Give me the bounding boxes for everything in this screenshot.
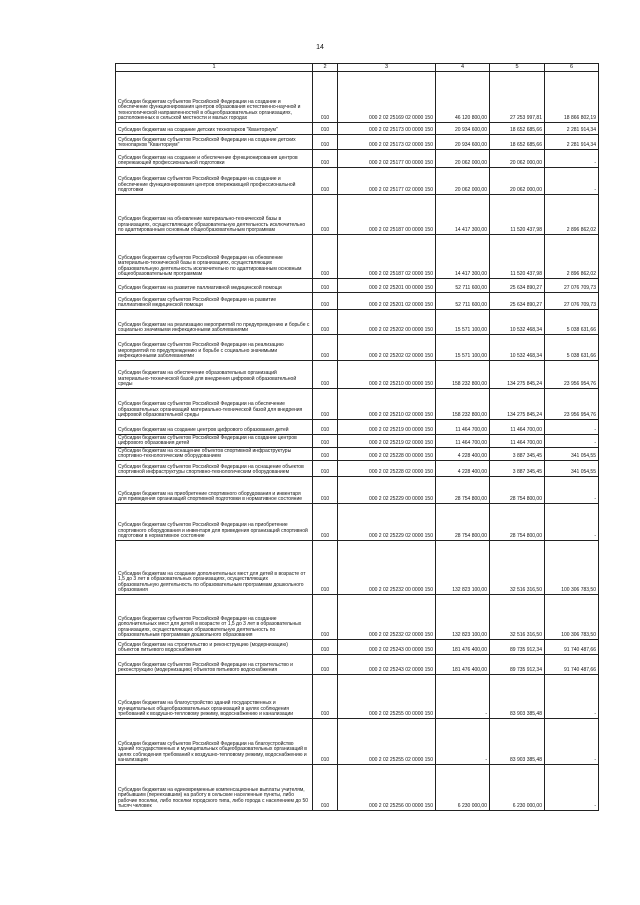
row-kbk: 000 2 02 25229 00 0000 150 <box>338 477 436 504</box>
row-kbk: 000 2 02 25173 00 0000 150 <box>338 123 436 135</box>
row-plan-value: 181 476 400,00 <box>436 655 490 675</box>
row-kbk: 000 2 02 25228 02 0000 150 <box>338 461 436 477</box>
row-diff-value: 2 281 914,34 <box>545 123 599 135</box>
row-fact-value: 10 532 468,34 <box>490 335 545 361</box>
row-code: 010 <box>313 389 338 420</box>
row-name: Субсидии бюджетам субъектов Российской Федерации на создание дополнительных мест для детей в возрасте от 1,5 до 3 лет в образовательных организациях, осуществляющих образовательную деятельность по образовательным программам дошкольного образования <box>116 595 313 640</box>
row-code: 010 <box>313 123 338 135</box>
table-row <box>116 675 599 719</box>
row-plan-value: 14 417 300,00 <box>436 235 490 279</box>
table-row <box>116 235 599 279</box>
row-name: Субсидии бюджетам на реализацию мероприятий по предупреждению и борьбе с социально значимыми инфекционными заболеваниями <box>116 310 313 335</box>
page-number: 14 <box>316 44 324 51</box>
row-fact-value: 3 887 345,45 <box>490 461 545 477</box>
row-fact-value: 25 634 890,27 <box>490 293 545 310</box>
row-code: 010 <box>313 361 338 389</box>
row-diff-value: 23 956 954,76 <box>545 361 599 389</box>
row-code: 010 <box>313 461 338 477</box>
row-name: Субсидии бюджетам на благоустройство зданий государственных и муниципальных общеобразовательных организаций в целях соблюдения требований к воздушно-тепловому режиму, водоснабжению и канализации <box>116 675 313 719</box>
row-plan-value: 4 228 400,00 <box>436 461 490 477</box>
row-fact-value: 27 253 997,81 <box>490 72 545 123</box>
table-row <box>116 504 599 541</box>
table-row <box>116 435 599 448</box>
row-diff-value: 100 306 783,50 <box>545 541 599 595</box>
row-diff-value: - <box>545 168 599 195</box>
row-code: 010 <box>313 719 338 765</box>
table-row <box>116 765 599 811</box>
row-diff-value: - <box>545 435 599 448</box>
row-kbk: 000 2 02 25256 00 0000 150 <box>338 765 436 811</box>
row-code: 010 <box>313 435 338 448</box>
row-kbk: 000 2 02 25219 00 0000 150 <box>338 420 436 435</box>
row-diff-value: 27 076 709,73 <box>545 279 599 293</box>
budget-table <box>115 63 599 811</box>
row-fact-value: 32 516 316,50 <box>490 595 545 640</box>
row-name: Субсидии бюджетам на оснащение объектов спортивной инфраструктуры спортивно-технологическим оборудованием <box>116 448 313 461</box>
column-header: 3 <box>338 64 436 72</box>
row-code: 010 <box>313 765 338 811</box>
column-header: 4 <box>436 64 490 72</box>
row-kbk: 000 2 02 25243 02 0000 150 <box>338 655 436 675</box>
row-diff-value: 91 740 487,66 <box>545 640 599 655</box>
table-row <box>116 135 599 150</box>
row-name: Субсидии бюджетам субъектов Российской Федерации на создание центров цифрового образования детей <box>116 435 313 448</box>
row-name: Субсидии бюджетам на обновление материально-технической базы в организациях, осуществляющих образовательную деятельность исключительно по адаптированным основным общеобразовательным программам <box>116 195 313 235</box>
column-header: 5 <box>490 64 545 72</box>
row-code: 010 <box>313 235 338 279</box>
column-header: 1 <box>116 64 313 72</box>
row-fact-value: 6 230 000,00 <box>490 765 545 811</box>
row-plan-value: 15 571 100,00 <box>436 335 490 361</box>
row-kbk: 000 2 02 25219 02 0000 150 <box>338 435 436 448</box>
row-plan-value: 11 464 700,00 <box>436 420 490 435</box>
row-code: 010 <box>313 335 338 361</box>
row-plan-value: - <box>436 675 490 719</box>
row-diff-value: 341 054,55 <box>545 448 599 461</box>
row-kbk: 000 2 02 25201 00 0000 150 <box>338 279 436 293</box>
row-code: 010 <box>313 541 338 595</box>
row-diff-value: 27 076 709,73 <box>545 293 599 310</box>
row-diff-value: 2 281 914,34 <box>545 135 599 150</box>
table-row <box>116 420 599 435</box>
row-name: Субсидии бюджетам на приобретение спортивного оборудования и инвентаря для приведения организаций спортивной подготовки в нормативное состояние <box>116 477 313 504</box>
row-kbk: 000 2 02 25243 00 0000 150 <box>338 640 436 655</box>
row-plan-value: 20 062 000,00 <box>436 150 490 168</box>
table-row <box>116 640 599 655</box>
row-diff-value: 100 306 783,50 <box>545 595 599 640</box>
row-kbk: 000 2 02 25255 00 0000 150 <box>338 675 436 719</box>
row-plan-value: 11 464 700,00 <box>436 435 490 448</box>
row-fact-value: 11 520 437,98 <box>490 195 545 235</box>
table-row <box>116 719 599 765</box>
table-row <box>116 361 599 389</box>
row-name: Субсидии бюджетам на создание дополнительных мест для детей в возрасте от 1,5 до 3 лет в образовательных организациях, осуществляющих образовательную деятельность по образовательным программам дошкольного образования <box>116 541 313 595</box>
row-kbk: 000 2 02 25229 02 0000 150 <box>338 504 436 541</box>
row-fact-value: 83 903 385,48 <box>490 675 545 719</box>
row-plan-value: 20 062 000,00 <box>436 168 490 195</box>
row-diff-value: - <box>545 420 599 435</box>
row-diff-value: 341 054,55 <box>545 461 599 477</box>
column-header: 2 <box>313 64 338 72</box>
row-diff-value: 5 038 631,66 <box>545 310 599 335</box>
row-code: 010 <box>313 640 338 655</box>
table-row <box>116 72 599 123</box>
row-plan-value: 46 120 800,00 <box>436 72 490 123</box>
row-fact-value: 20 062 000,00 <box>490 150 545 168</box>
row-name: Субсидии бюджетам субъектов Российской Федерации на создание детских технопарков "Кванториум" <box>116 135 313 150</box>
row-plan-value: 6 230 000,00 <box>436 765 490 811</box>
row-fact-value: 83 903 385,48 <box>490 719 545 765</box>
table-header-row <box>116 64 599 72</box>
row-code: 010 <box>313 420 338 435</box>
row-plan-value: 15 571 100,00 <box>436 310 490 335</box>
row-name: Субсидии бюджетам на строительство и реконструкцию (модернизацию) объектов питьевого водоснабжения <box>116 640 313 655</box>
row-name: Субсидии бюджетам субъектов Российской Федерации на строительство и реконструкцию (модернизацию) объектов питьевого водоснабжения <box>116 655 313 675</box>
row-code: 010 <box>313 477 338 504</box>
row-kbk: 000 2 02 25232 00 0000 150 <box>338 541 436 595</box>
row-kbk: 000 2 02 25201 02 0000 150 <box>338 293 436 310</box>
row-fact-value: 28 754 800,00 <box>490 504 545 541</box>
row-plan-value: 158 232 800,00 <box>436 389 490 420</box>
row-name: Субсидии бюджетам субъектов Российской Федерации на развитие паллиативной медицинской помощи <box>116 293 313 310</box>
row-kbk: 000 2 02 25210 02 0000 150 <box>338 389 436 420</box>
row-fact-value: 11 464 700,00 <box>490 435 545 448</box>
row-kbk: 000 2 02 25210 00 0000 150 <box>338 361 436 389</box>
row-fact-value: 3 887 345,45 <box>490 448 545 461</box>
row-code: 010 <box>313 293 338 310</box>
row-plan-value: 28 754 800,00 <box>436 504 490 541</box>
row-fact-value: 11 520 437,98 <box>490 235 545 279</box>
row-plan-value: - <box>436 719 490 765</box>
row-plan-value: 52 711 600,00 <box>436 293 490 310</box>
table-row <box>116 195 599 235</box>
table-row <box>116 655 599 675</box>
row-diff-value: - <box>545 477 599 504</box>
row-kbk: 000 2 02 25169 02 0000 150 <box>338 72 436 123</box>
table-row <box>116 477 599 504</box>
table-row <box>116 461 599 477</box>
row-diff-value: 91 740 487,66 <box>545 655 599 675</box>
row-kbk: 000 2 02 25187 00 0000 150 <box>338 195 436 235</box>
row-kbk: 000 2 02 25202 02 0000 150 <box>338 335 436 361</box>
table-row <box>116 335 599 361</box>
row-plan-value: 4 228 400,00 <box>436 448 490 461</box>
row-fact-value: 10 532 468,34 <box>490 310 545 335</box>
row-kbk: 000 2 02 25173 02 0000 150 <box>338 135 436 150</box>
table-row <box>116 279 599 293</box>
row-plan-value: 181 476 400,00 <box>436 640 490 655</box>
row-kbk: 000 2 02 25202 00 0000 150 <box>338 310 436 335</box>
row-diff-value: 23 956 954,76 <box>545 389 599 420</box>
row-diff-value: - <box>545 675 599 719</box>
row-diff-value: - <box>545 504 599 541</box>
row-code: 010 <box>313 195 338 235</box>
row-code: 010 <box>313 655 338 675</box>
row-name: Субсидии бюджетам на обеспечение образовательных организаций материально-технической базой для внедрения цифровой образовательной среды <box>116 361 313 389</box>
row-code: 010 <box>313 310 338 335</box>
row-plan-value: 20 934 600,00 <box>436 135 490 150</box>
row-fact-value: 134 275 845,24 <box>490 389 545 420</box>
row-name: Субсидии бюджетам на создание и обеспечение функционирования центров опережающей профессиональной подготовки <box>116 150 313 168</box>
row-diff-value: - <box>545 150 599 168</box>
table-row <box>116 389 599 420</box>
table-row <box>116 541 599 595</box>
row-fact-value: 32 516 316,50 <box>490 541 545 595</box>
row-diff-value: 5 038 631,66 <box>545 335 599 361</box>
row-diff-value: 18 866 802,19 <box>545 72 599 123</box>
table-row <box>116 123 599 135</box>
table-row <box>116 168 599 195</box>
row-fact-value: 28 754 800,00 <box>490 477 545 504</box>
row-fact-value: 89 735 912,34 <box>490 640 545 655</box>
row-kbk: 000 2 02 25177 02 0000 150 <box>338 168 436 195</box>
row-name: Субсидии бюджетам на развитие паллиативной медицинской помощи <box>116 279 313 293</box>
table-row <box>116 293 599 310</box>
row-code: 010 <box>313 150 338 168</box>
row-name: Субсидии бюджетам субъектов Российской Федерации на создание и обеспечение функционирования центров опережающей профессиональной подготовки <box>116 168 313 195</box>
row-code: 010 <box>313 448 338 461</box>
row-name: Субсидии бюджетам субъектов Российской Федерации на реализацию мероприятий по предупреждению и борьбе с социально значимыми инфекционными заболеваниями <box>116 335 313 361</box>
row-plan-value: 14 417 300,00 <box>436 195 490 235</box>
row-name: Субсидии бюджетам субъектов Российской Федерации на приобретение спортивного оборудования и инвентаря для приведения организаций спортивной подготовки в нормативное состояние <box>116 504 313 541</box>
row-kbk: 000 2 02 25232 02 0000 150 <box>338 595 436 640</box>
row-diff-value: - <box>545 719 599 765</box>
row-code: 010 <box>313 675 338 719</box>
row-name: Субсидии бюджетам субъектов Российской Федерации на создание и обеспечение функционирования центров образования естественно-научной и технологической направленностей в общеобразовательных организациях, расположенных в сельской местности и малых городах <box>116 72 313 123</box>
row-code: 010 <box>313 504 338 541</box>
row-name: Субсидии бюджетам на создание детских технопарков "Кванториум" <box>116 123 313 135</box>
row-fact-value: 25 634 890,27 <box>490 279 545 293</box>
row-kbk: 000 2 02 25187 02 0000 150 <box>338 235 436 279</box>
row-name: Субсидии бюджетам на создание центров цифрового образования детей <box>116 420 313 435</box>
row-plan-value: 132 823 100,00 <box>436 595 490 640</box>
table-row <box>116 595 599 640</box>
table-row <box>116 310 599 335</box>
row-code: 010 <box>313 135 338 150</box>
row-plan-value: 20 934 600,00 <box>436 123 490 135</box>
table-row <box>116 150 599 168</box>
table-row <box>116 448 599 461</box>
row-code: 010 <box>313 72 338 123</box>
row-fact-value: 89 735 912,34 <box>490 655 545 675</box>
row-fact-value: 20 062 000,00 <box>490 168 545 195</box>
row-code: 010 <box>313 279 338 293</box>
row-code: 010 <box>313 595 338 640</box>
row-diff-value: 2 896 862,02 <box>545 195 599 235</box>
column-header: 6 <box>545 64 599 72</box>
row-fact-value: 18 652 685,66 <box>490 123 545 135</box>
row-fact-value: 134 275 845,24 <box>490 361 545 389</box>
row-name: Субсидии бюджетам на единовременные компенсационные выплаты учителям, прибывшим (переехавшим) на работу в сельские населенные пункты, либо рабочие поселки, либо поселки городского типа, либо города с населением до 50 тысяч человек <box>116 765 313 811</box>
row-plan-value: 132 823 100,00 <box>436 541 490 595</box>
row-plan-value: 28 754 800,00 <box>436 477 490 504</box>
row-plan-value: 158 232 800,00 <box>436 361 490 389</box>
row-kbk: 000 2 02 25177 00 0000 150 <box>338 150 436 168</box>
row-name: Субсидии бюджетам субъектов Российской Федерации на обеспечение образовательных организаций материально-технической базой для внедрения цифровой образовательной среды <box>116 389 313 420</box>
row-kbk: 000 2 02 25255 02 0000 150 <box>338 719 436 765</box>
row-kbk: 000 2 02 25228 00 0000 150 <box>338 448 436 461</box>
row-fact-value: 11 464 700,00 <box>490 420 545 435</box>
row-code: 010 <box>313 168 338 195</box>
row-diff-value: 2 896 862,02 <box>545 235 599 279</box>
row-name: Субсидии бюджетам субъектов Российской Федерации на благоустройство зданий государственных и муниципальных общеобразовательных организаций в целях соблюдения требований к воздушно-тепловому режиму, водоснабжению и канализации <box>116 719 313 765</box>
row-name: Субсидии бюджетам субъектов Российской Федерации на оснащение объектов спортивной инфраструктуры спортивно-технологическим оборудованием <box>116 461 313 477</box>
row-name: Субсидии бюджетам субъектов Российской Федерации на обновление материально-технической базы в организациях, осуществляющих образовательную деятельность исключительно по адаптированным основным общеобразовательным программам <box>116 235 313 279</box>
row-plan-value: 52 711 600,00 <box>436 279 490 293</box>
row-fact-value: 18 652 685,66 <box>490 135 545 150</box>
row-diff-value: - <box>545 765 599 811</box>
